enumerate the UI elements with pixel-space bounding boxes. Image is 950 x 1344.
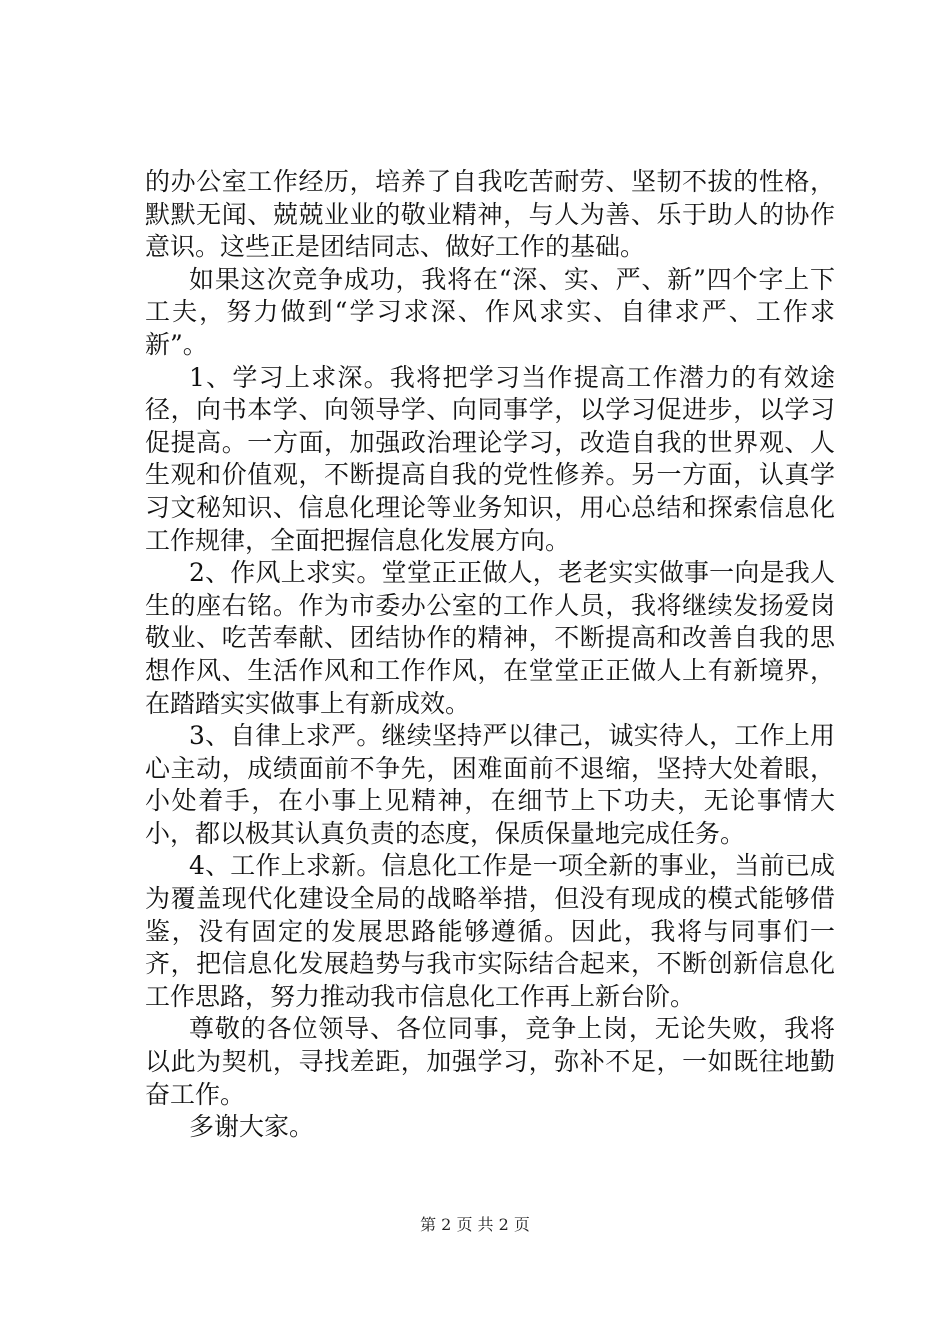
document-body [145,166,835,1144]
paragraph-point-2: 2、作风上求实。堂堂正正做人，老老实实做事一向是我人生的座右铭。作为市委办公室的工作人员，我将继续发扬爱岗敬业、吃苦奉献、团结协作的精神，不断提高和改善自我的思想作风、生活作风和工作作风，在堂堂正正做人上有新境界，在踏踏实实做事上有新成效。 [145,558,835,718]
paragraph-point-1: 1、学习上求深。我将把学习当作提高工作潜力的有效途径，向书本学、向领导学、向同事学，以学习促进步，以学习促提高。一方面，加强政治理论学习，改造自我的世界观、人生观和价值观，不断提高自我的党性修养。另一方面，认真学习文秘知识、信息化理论等业务知识，用心总结和探索信息化工作规律，全面把握信息化发展方向。 [145,362,835,555]
paragraph-continuation: 的办公室工作经历，培养了自我吃苦耐劳、坚韧不拔的性格，默默无闻、兢兢业业的敬业精神，与人为善、乐于助人的协作意识。这些正是团结同志、做好工作的基础。 [145,167,835,262]
paragraph-thanks: 多谢大家。 [189,1112,315,1142]
paragraph-point-3: 3、自律上求严。继续坚持严以律己，诚实待人，工作上用心主动，成绩面前不争先，困难面前不退缩，坚持大处着眼，小处着手，在小事上见精神，在细节上下功夫，无论事情大小，都以极其认真负责的态度，保质保量地完成任务。 [145,721,835,848]
paragraph-point-4: 4、工作上求新。信息化工作是一项全新的事业，当前已成为覆盖现代化建设全局的战略举措，但没有现成的模式能够借鉴，没有固定的发展思路能够遵循。因此，我将与同事们一齐，把信息化发展趋势与我市实际结合起来，不断创新信息化工作思路，努力推动我市信息化工作再上新台阶。 [145,851,835,1011]
paragraph-commitment: 如果这次竞争成功，我将在“深、实、严、新”四个字上下工夫，努力做到“学习求深、作风求实、自律求严、工作求新”。 [145,264,835,359]
page-footer: 第 2 页 共 2 页 [420,1215,530,1234]
paragraph-closing: 尊敬的各位领导、各位同事，竞争上岗，无论失败，我将以此为契机，寻找差距，加强学习，弥补不足，一如既往地勤奋工作。 [145,1014,835,1109]
